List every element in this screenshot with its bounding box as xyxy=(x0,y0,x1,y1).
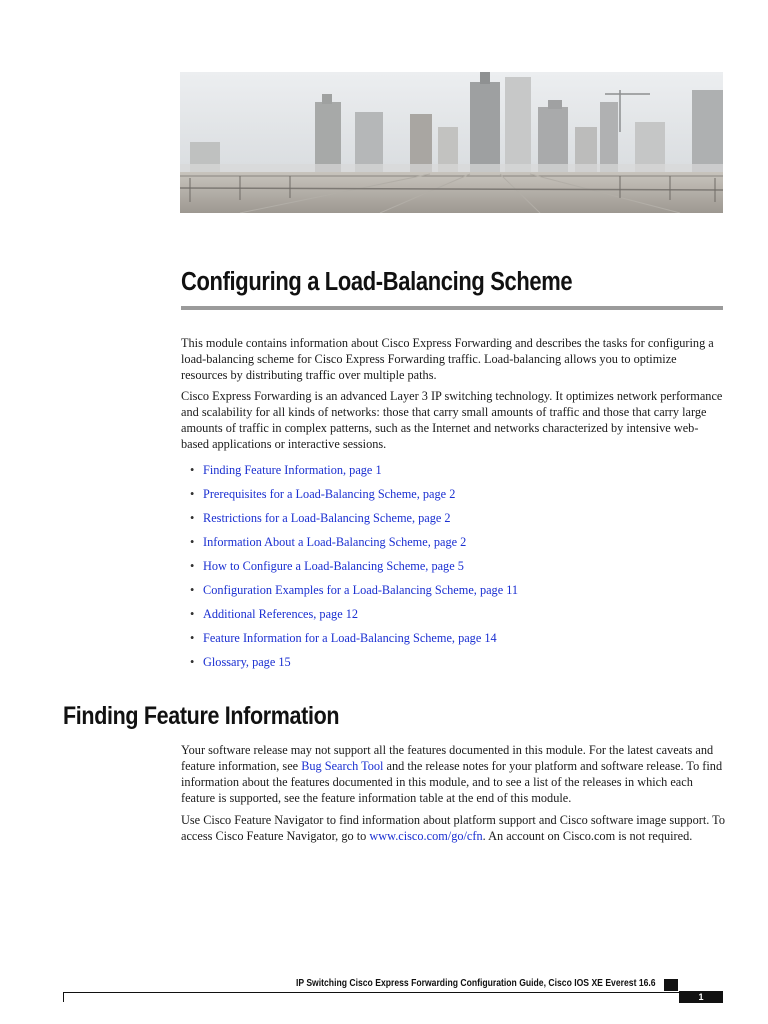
bullet-icon: • xyxy=(190,559,195,573)
toc-item xyxy=(181,485,518,509)
chapter-title: Configuring a Load-Balancing Scheme xyxy=(181,268,573,296)
toc-item xyxy=(181,461,518,485)
finding-paragraph-1 xyxy=(181,742,726,806)
toc-item xyxy=(181,581,518,605)
city-skyline-banner-image xyxy=(180,72,723,213)
cisco-feature-navigator-link[interactable]: www.cisco.com/go/cfn xyxy=(369,829,483,843)
finding-p2-text-start: Use Cisco Feature Navigator to find information about platform support and Cisco software image support. To access Cisco Feature Navigator, go to xyxy=(181,813,725,843)
toc-link-information-about[interactable]: Information About a Load-Balancing Scheme, page 2 xyxy=(203,535,467,549)
intro-paragraph-1: This module contains information about Cisco Express Forwarding and describes the tasks for configuring a load-balancing scheme for Cisco Express Forwarding traffic. Load-balancing allows you to optimize resources by distributing traffic over multiple paths. xyxy=(181,336,714,382)
bullet-icon: • xyxy=(190,631,195,645)
toc-link-configuration-examples[interactable]: Configuration Examples for a Load-Balancing Scheme, page 11 xyxy=(203,583,519,597)
bullet-icon: • xyxy=(190,535,195,549)
title-rule xyxy=(181,306,723,310)
finding-p1-text-start: Your software release may not support all the features documented in this module. For the latest caveats and feature information, see xyxy=(181,743,714,773)
footer-rule xyxy=(63,992,722,993)
section-title-finding-feature-information: Finding Feature Information xyxy=(63,702,340,730)
bullet-icon: • xyxy=(190,463,195,477)
page-number: 1 xyxy=(679,991,723,1003)
toc-item xyxy=(181,653,518,677)
bullet-icon: • xyxy=(190,655,195,669)
footer-marker xyxy=(664,979,678,991)
footer-guide-title: IP Switching Cisco Express Forwarding Configuration Guide, Cisco IOS XE Everest 16.6 xyxy=(296,977,656,989)
bullet-icon: • xyxy=(190,583,195,597)
toc-link-feature-information[interactable]: Feature Information for a Load-Balancing Scheme, page 14 xyxy=(203,631,497,645)
toc-item xyxy=(181,557,518,581)
toc-link-how-to-configure[interactable]: How to Configure a Load-Balancing Scheme, page 5 xyxy=(203,559,464,573)
bullet-icon: • xyxy=(190,607,195,621)
chapter-toc-list xyxy=(181,461,518,677)
toc-item xyxy=(181,533,518,557)
bullet-icon: • xyxy=(190,511,195,525)
finding-p1-text-end: and the release notes for your platform and software release. To find information about the features documented in this module, and to see a list of the releases in which each feature is supported, see the feature information table at the end of this module. xyxy=(181,759,723,805)
toc-link-restrictions[interactable]: Restrictions for a Load-Balancing Scheme, page 2 xyxy=(203,511,451,525)
bug-search-tool-link[interactable]: Bug Search Tool xyxy=(301,759,384,773)
finding-p2-text-end: . An account on Cisco.com is not required. xyxy=(482,829,693,843)
toc-item xyxy=(181,629,518,653)
intro-paragraph-2: Cisco Express Forwarding is an advanced Layer 3 IP switching technology. It optimizes network performance and scalability for all kinds of networks: those that carry small amounts of traffic and those that carry large amounts of traffic in complex patterns, such as the Internet and networks characterized by intensive web-based applications or interactive sessions. xyxy=(181,389,723,451)
toc-item xyxy=(181,509,518,533)
footer-tick xyxy=(63,992,64,1002)
finding-paragraph-2 xyxy=(181,812,726,844)
toc-item xyxy=(181,605,518,629)
toc-link-finding-feature-information[interactable]: Finding Feature Information, page 1 xyxy=(203,463,382,477)
toc-link-prerequisites[interactable]: Prerequisites for a Load-Balancing Scheme, page 2 xyxy=(203,487,456,501)
bullet-icon: • xyxy=(190,487,195,501)
toc-link-glossary[interactable]: Glossary, page 15 xyxy=(203,655,291,669)
toc-link-additional-references[interactable]: Additional References, page 12 xyxy=(203,607,359,621)
